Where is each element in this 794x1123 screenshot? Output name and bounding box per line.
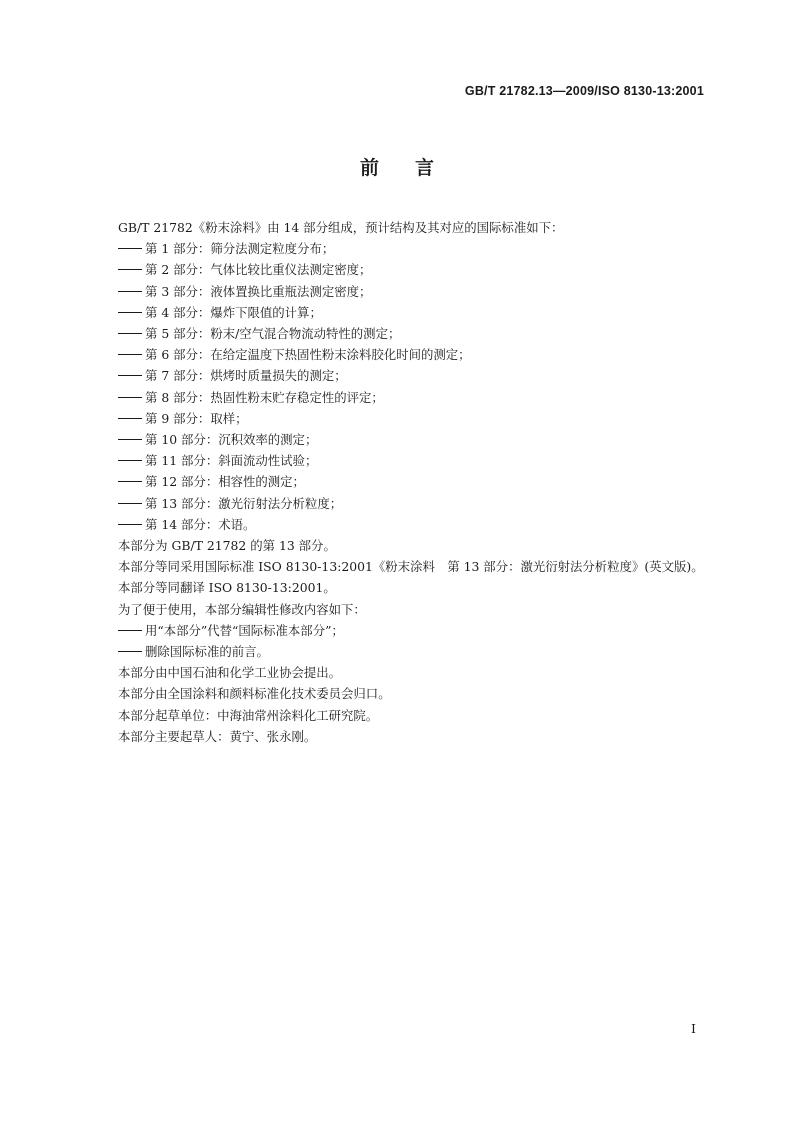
part-item-text: 第 3 部分：液体置换比重瓶法测定密度； bbox=[145, 283, 372, 299]
em-dash bbox=[118, 524, 142, 525]
em-dash bbox=[118, 651, 142, 652]
part-item-text: 第 8 部分：热固性粉末贮存稳定性的评定； bbox=[145, 389, 384, 405]
statement-proposed: 本部分由中国石油和化学工业协会提出。 bbox=[118, 665, 342, 681]
em-dash bbox=[118, 630, 142, 631]
part-item bbox=[91, 344, 706, 365]
part-item-text: 第 11 部分：斜面流动性试验； bbox=[145, 453, 318, 469]
statement-centralized: 本部分由全国涂料和颜料标准化技术委员会归口。 bbox=[118, 686, 391, 702]
statement-part-number: 本部分为 GB/T 21782 的第 13 部分。 bbox=[118, 538, 336, 554]
part-item-text: 第 14 部分：术语。 bbox=[145, 516, 256, 532]
page-title bbox=[0, 153, 794, 180]
part-item bbox=[91, 259, 706, 280]
part-item bbox=[91, 471, 706, 492]
em-dash bbox=[118, 333, 142, 334]
part-item-text: 第 12 部分：相容性的测定； bbox=[145, 474, 305, 490]
statement-translation: 本部分等同翻译 ISO 8130-13:2001。 bbox=[118, 580, 336, 596]
title-char-2: 言 bbox=[415, 157, 435, 179]
part-item bbox=[91, 238, 706, 259]
part-item bbox=[91, 450, 706, 471]
statement-drafting-unit: 本部分起草单位：中海油常州涂料化工研究院。 bbox=[118, 707, 379, 723]
edit-item-text: 用“本部分”代替“国际标准本部分”； bbox=[145, 622, 344, 638]
part-item-text: 第 6 部分：在给定温度下热固性粉末涂料胶化时间的测定； bbox=[145, 347, 471, 363]
em-dash bbox=[118, 312, 142, 313]
intro-paragraph: GB/T 21782《粉末涂料》由 14 部分组成，预计结构及其对应的国际标准如下： bbox=[118, 220, 564, 235]
part-item bbox=[91, 387, 706, 408]
part-item-text: 第 10 部分：沉积效率的测定； bbox=[145, 432, 318, 448]
em-dash bbox=[118, 354, 142, 355]
em-dash bbox=[118, 248, 142, 249]
edit-item bbox=[91, 620, 706, 641]
part-item-text: 第 5 部分：粉末/空气混合物流动特性的测定； bbox=[145, 326, 401, 342]
page-number: I bbox=[691, 1021, 696, 1036]
part-item-text: 第 1 部分：筛分法测定粒度分布； bbox=[145, 241, 335, 257]
part-item bbox=[91, 408, 706, 429]
standard-code-header: GB/T 21782.13—2009/ISO 8130-13:2001 bbox=[464, 84, 704, 98]
part-item bbox=[91, 514, 706, 535]
em-dash bbox=[118, 397, 142, 398]
part-item-text: 第 2 部分：气体比较比重仪法测定密度； bbox=[145, 262, 372, 278]
em-dash bbox=[118, 269, 142, 270]
part-item-text: 第 13 部分：激光衍射法分析粒度； bbox=[145, 495, 343, 511]
part-item bbox=[91, 323, 706, 344]
em-dash bbox=[118, 503, 142, 504]
part-item bbox=[91, 429, 706, 450]
statement-adoption: 本部分等同采用国际标准 ISO 8130-13:2001《粉末涂料 第 13 部分：激光衍射法分析粒度》(英文版)。 bbox=[118, 559, 704, 575]
em-dash bbox=[118, 375, 142, 376]
em-dash bbox=[118, 418, 142, 419]
edit-item bbox=[91, 641, 706, 662]
em-dash bbox=[118, 439, 142, 440]
part-item bbox=[91, 281, 706, 302]
part-item-text: 第 4 部分：爆炸下限值的计算； bbox=[145, 304, 322, 320]
title-char-1: 前 bbox=[359, 157, 379, 179]
part-item bbox=[91, 302, 706, 323]
part-item bbox=[91, 365, 706, 386]
edit-item-text: 删除国际标准的前言。 bbox=[145, 644, 269, 660]
part-item-text: 第 7 部分：烘烤时质量损失的测定； bbox=[145, 368, 347, 384]
part-item-text: 第 9 部分：取样； bbox=[145, 410, 248, 426]
part-item bbox=[91, 493, 706, 514]
em-dash bbox=[118, 291, 142, 292]
statement-edits-intro: 为了便于使用，本部分编辑性修改内容如下： bbox=[118, 601, 366, 617]
em-dash bbox=[118, 460, 142, 461]
statement-drafters: 本部分主要起草人：黄宁、张永刚。 bbox=[118, 728, 317, 744]
foreword-body bbox=[91, 217, 706, 747]
em-dash bbox=[118, 481, 142, 482]
